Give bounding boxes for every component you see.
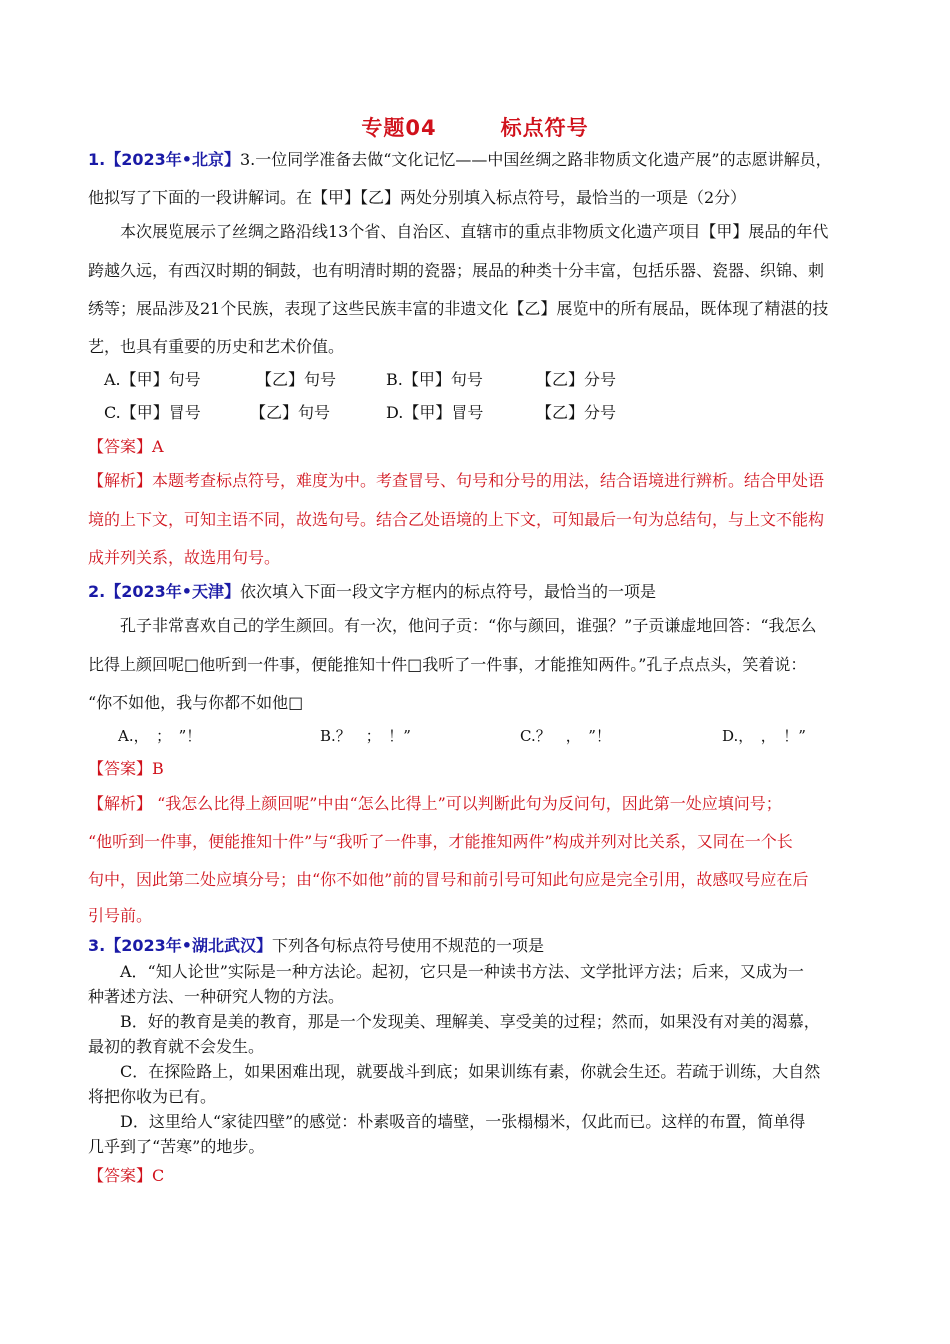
q2-source: 【2023年•天津】 [105, 582, 240, 601]
q1-number: 1. [88, 150, 106, 169]
q3-option-line: 几乎到了“苦寒”的地步。 [88, 1137, 265, 1156]
q1-passage-line: 艺，也具有重要的历史和艺术价值。 [88, 337, 345, 356]
q2-passage-line: “你不如他，我与你都不如他□ [88, 693, 304, 712]
q2-analysis-line: 句中，因此第二处应填分号；由“你不如他”前的冒号和前引号可知此句应是完全引用，故感叹号应在后 [88, 870, 809, 889]
q3-source: 【2023年•湖北武汉】 [105, 936, 272, 955]
q3-answer: 【答案】C [88, 1166, 165, 1185]
page-title [0, 112, 950, 142]
q1-option-b-jia: B.【甲】句号 [386, 370, 483, 389]
q1-option-b-yi: 【乙】分号 [536, 370, 617, 389]
q3-stem: 3.【2023年•湖北武汉】下列各句标点符号使用不规范的一项是 [88, 936, 544, 955]
q2-option-c: C.？ ， ”！ [520, 727, 611, 745]
q3-option-line: C．在探险路上，如果困难出现，就要战斗到底；如果训练有素，你就会生还。若疏于训练，大自然 [120, 1062, 821, 1081]
q2-number: 2. [88, 582, 106, 601]
q2-analysis-line: “他听到一件事，便能推知十件”与“我听了一件事，才能推知两件”构成并列对比关系，又同在一个长 [88, 832, 793, 851]
q1-source: 【2023年•北京】 [105, 150, 240, 169]
q3-option-line: D．这里给人“家徒四壁”的感觉：朴素吸音的墙壁，一张榻榻米，仅此而已。这样的布置，简单得 [120, 1112, 806, 1131]
q1-analysis-line: 成并列关系，故选用句号。 [88, 548, 281, 567]
q2-answer: 【答案】B [88, 759, 164, 778]
q3-number: 3. [88, 936, 106, 955]
title-topic-name: 标点符号 [500, 116, 589, 140]
q2-passage-line: 孔子非常喜欢自己的学生颜回。有一次，他问子贡：“你与颜回，谁强？”子贡谦虚地回答：“我怎么 [120, 616, 817, 635]
q1-option-a-yi: 【乙】句号 [256, 370, 337, 389]
q2-stem: 2.【2023年•天津】依次填入下面一段文字方框内的标点符号，最恰当的一项是 [88, 582, 656, 601]
q1-analysis-line: 【解析】本题考查标点符号，难度为中。考查冒号、句号和分号的用法，结合语境进行辨析。结合甲处语 [88, 471, 825, 490]
q3-option-line: 最初的教育就不会发生。 [88, 1037, 265, 1056]
q3-option-line: A．“知人论世”实际是一种方法论。起初，它只是一种读书方法、文学批评方法；后来，又成为一 [120, 962, 804, 981]
q1-analysis-line: 境的上下文，可知主语不同，故选句号。结合乙处语境的上下文，可知最后一句为总结句，与上文不能构 [88, 510, 825, 529]
q1-option-d-yi: 【乙】分号 [536, 403, 617, 422]
q1-option-a-jia: A.【甲】句号 [104, 370, 201, 389]
q1-option-d-jia: D.【甲】冒号 [386, 403, 484, 422]
title-topic-number: 专题04 [361, 116, 437, 140]
q2-option-d: D.， ， ！” [722, 727, 806, 745]
q2-passage-line: 比得上颜回呢□他听到一件事，便能推知十件□我听了一件事，才能推知两件。”孔子点点头，笑着说： [88, 655, 807, 674]
q1-passage-line: 跨越久远，有西汉时期的铜鼓，也有明清时期的瓷器；展品的种类十分丰富，包括乐器、瓷器、织锦、刺 [88, 261, 825, 280]
q3-option-line: B．好的教育是美的教育，那是一个发现美、理解美、享受美的过程；然而，如果没有对美的渴慕， [120, 1012, 820, 1031]
q3-option-line: 将把你收为已有。 [88, 1087, 217, 1106]
q2-analysis-line: 引号前。 [88, 906, 153, 925]
q1-stem-line2: 他拟写了下面的一段讲解词。在【甲】【乙】两处分别填入标点符号，最恰当的一项是（2分） [88, 188, 747, 207]
q1-passage-line: 绣等；展品涉及21个民族，表现了这些民族丰富的非遗文化【乙】展览中的所有展品，既体现了精湛的技 [88, 299, 829, 318]
q1-passage-line: 本次展览展示了丝绸之路沿线13个省、自治区、直辖市的重点非物质文化遗产项目【甲】展品的年代 [120, 222, 829, 241]
q1-option-c-yi: 【乙】句号 [250, 403, 331, 422]
q3-option-line: 种著述方法、一种研究人物的方法。 [88, 987, 345, 1006]
q1-stem-line1: 1.【2023年•北京】3.一位同学准备去做“文化记忆——中国丝绸之路非物质文化遗产展”的志愿讲解员， [88, 150, 832, 169]
q2-option-a: A.， ； ”！ [118, 727, 202, 745]
q2-analysis-line: 【解析】 “我怎么比得上颜回呢”中由“怎么比得上”可以判断此句为反问句，因此第一处应填问号； [88, 794, 782, 813]
q2-option-b: B.？ ； ！” [320, 727, 411, 745]
q1-option-c-jia: C.【甲】冒号 [104, 403, 201, 422]
q1-answer: 【答案】A [88, 437, 164, 456]
